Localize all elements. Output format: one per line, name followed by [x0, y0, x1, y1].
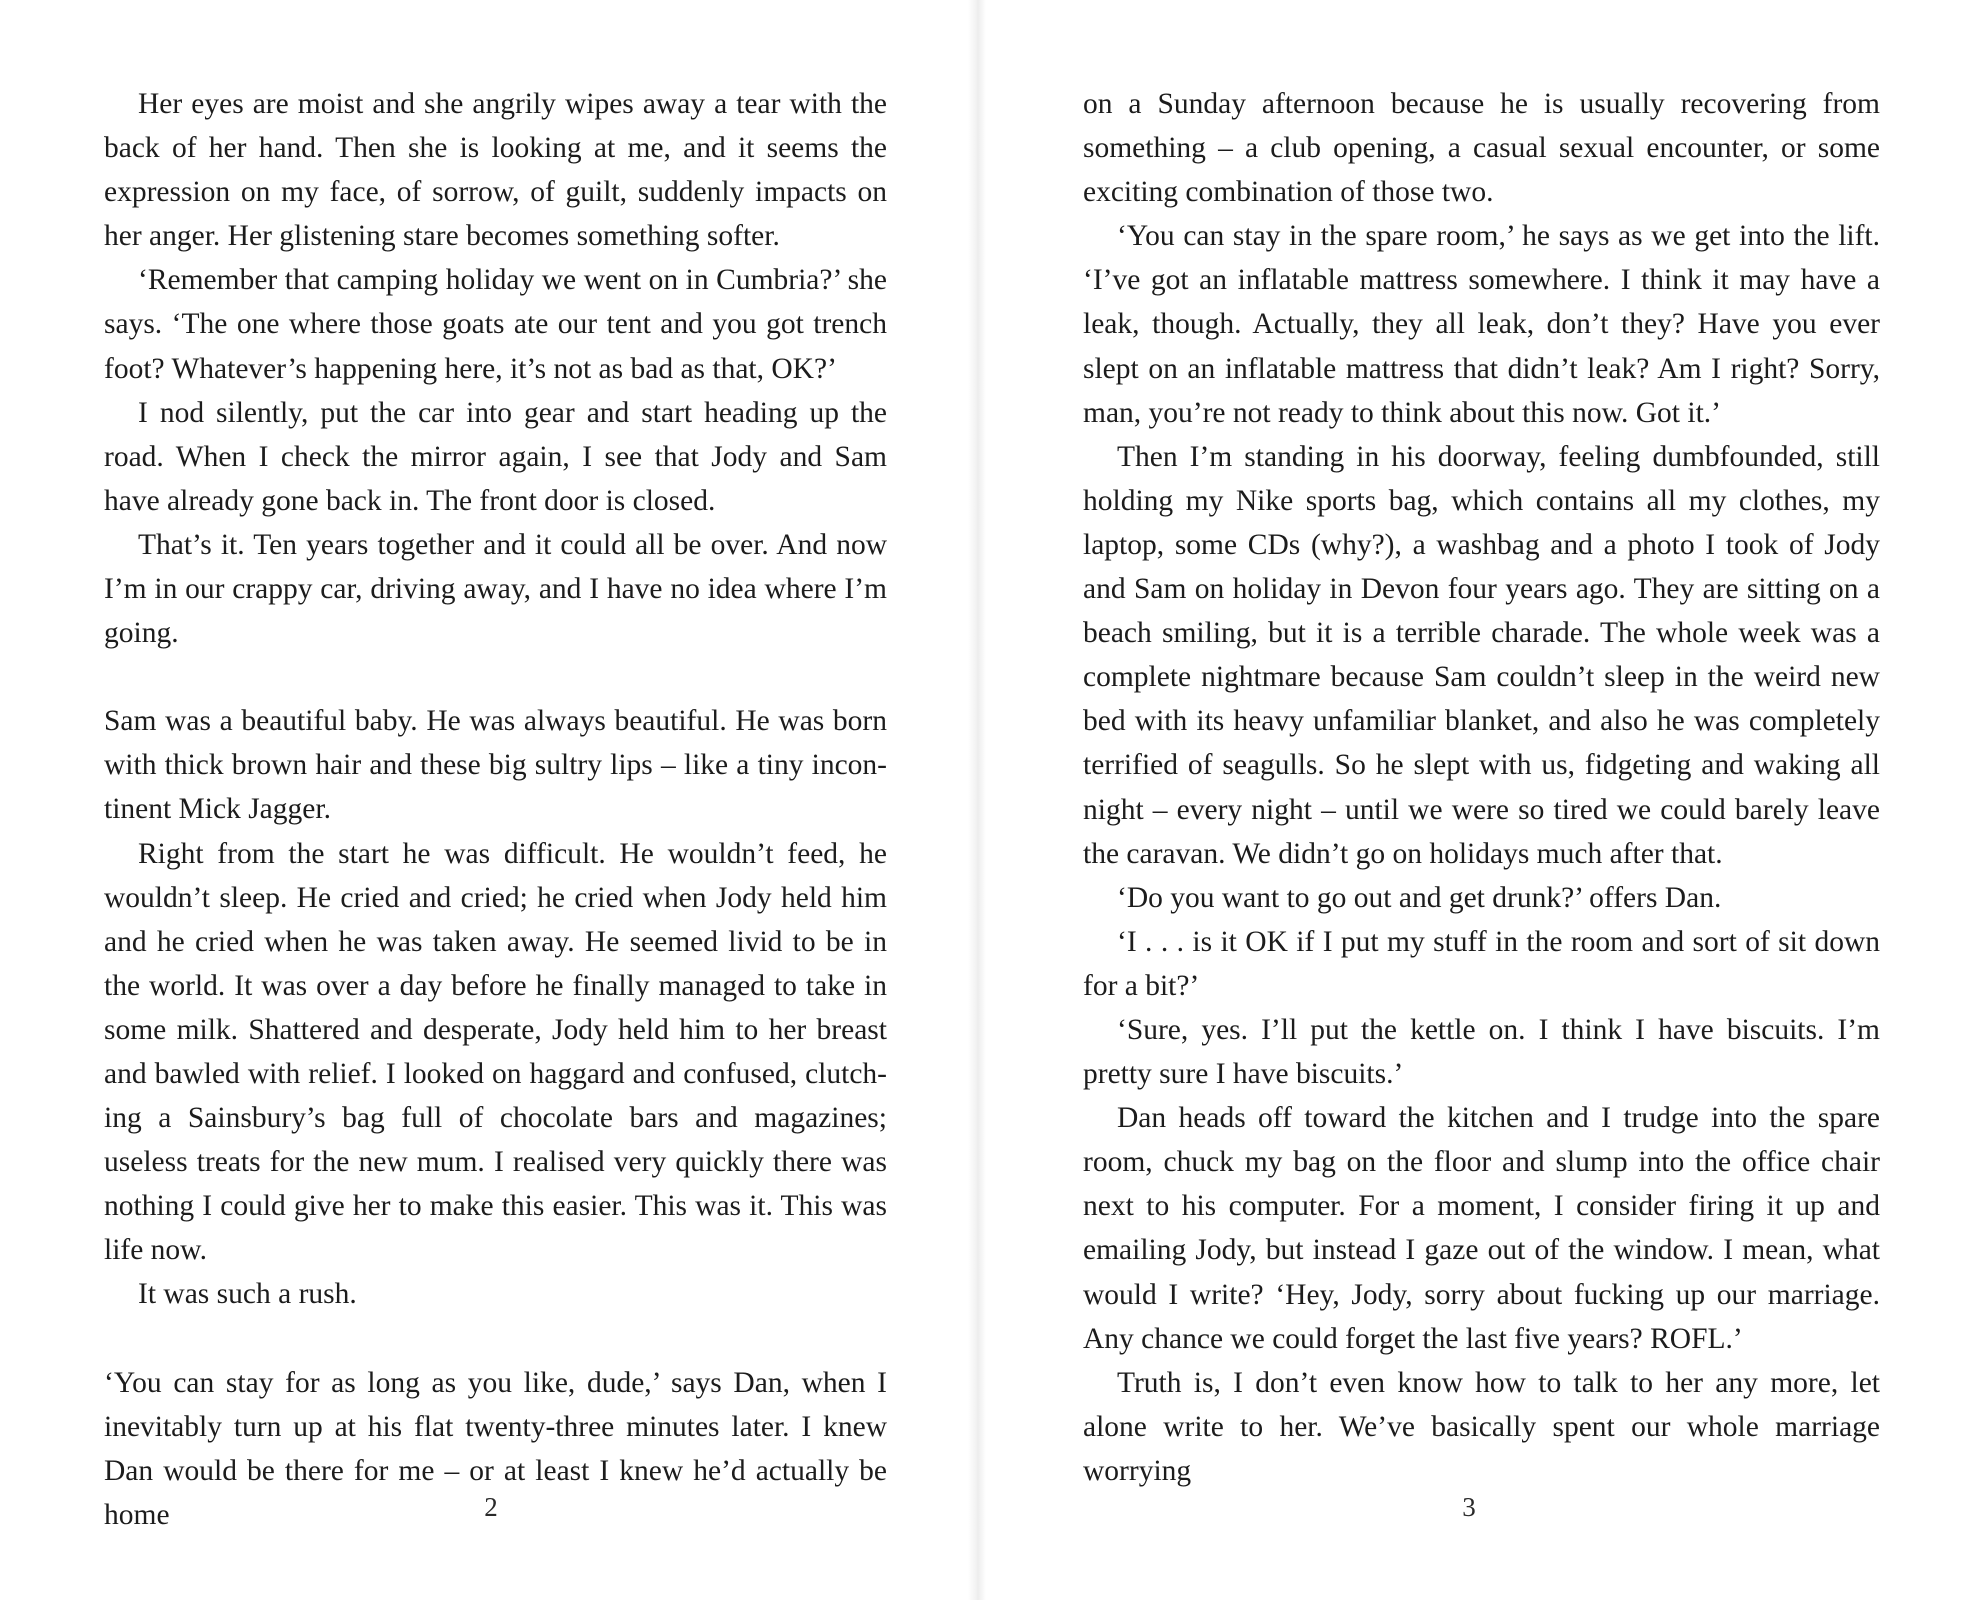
- paragraph: I nod silently, put the car into gear and start heading up the road. When I check the mirror again, I see that Jody and Sam have already gone back in. The front door is closed.: [104, 396, 887, 517]
- continued-paragraph: on a Sunday afternoon because he is usually recovering from something – a club opening, a casual sexual encounter, or some exciting combination of those two.: [1083, 88, 1880, 209]
- paragraph: Then I’m standing in his doorway, feeling dumbfounded, still holding my Nike sports bag, which contains all my clothes, my laptop, some CDs (why?), a washbag and a photo I took of Jody and Sam on holiday in Devon four years ago. They are sitting on a beach smiling, but it is a terrible charade. The whole week was a complete nightmare because Sam couldn’t sleep in the weird new bed with its heavy unfamiliar blanket, and also he was completely terrified of seagulls. So he slept with us, fidgeting and waking all night – every night – until we were so tired we could barely leave the caravan. We didn’t go on holidays much after that.: [1083, 440, 1880, 870]
- paragraph: ‘Do you want to go out and get drunk?’ offers Dan.: [1117, 881, 1722, 914]
- paragraph: Truth is, I don’t even know how to talk to her any more, let alone write to her. We’ve basically spent our whole marriage worrying: [1083, 1366, 1880, 1487]
- book-gutter: [968, 0, 986, 1600]
- paragraph: ‘Remember that camping holiday we went on in Cumbria?’ she says. ‘The one where those goats ate our tent and you got trench foot? Whatever’s happening here, it’s not as bad as that, OK?’: [104, 264, 887, 385]
- paragraph: That’s it. Ten years together and it could all be over. And now I’m in our crappy car, driving away, and I have no idea where I’m going.: [104, 528, 887, 650]
- section-start-paragraph: ‘You can stay for as long as you like, dude,’ says Dan, when I inevitably turn up at his flat twenty-three minutes later. I knew Dan would be there for me – or at least I knew he’d actually be home: [104, 1366, 887, 1531]
- left-page: [0, 0, 968, 1600]
- right-page-text: [1083, 82, 1880, 1493]
- page-number-left: 2: [484, 1492, 498, 1522]
- paragraph: Her eyes are moist and she angrily wipes away a tear with the back of her hand. Then she is looking at me, and it seems the expression on my face, of sorrow, of guilt, suddenly impacts on her anger. Her glistening stare becomes something softer.: [104, 88, 887, 253]
- paragraph: ‘You can stay in the spare room,’ he says as we get into the lift. ‘I’ve got an inflatable mattress somewhere. I think it may have a leak, though. Actually, they all leak, don’t they? Have you ever slept on an inflatable mattress that didn’t leak? Am I right? Sorry, man, you’re not ready to think about this now. Got it.’: [1083, 220, 1880, 429]
- section-start-paragraph: Sam was a beautiful baby. He was always beautiful. He was born with thick brown hair and these big sultry lips – like a tiny incontinent Mick Jagger.: [104, 705, 887, 826]
- page-number-right: 3: [1462, 1492, 1476, 1522]
- paragraph: It was such a rush.: [138, 1278, 357, 1311]
- paragraph: ‘Sure, yes. I’ll put the kettle on. I think I have biscuits. I’m pretty sure I have biscuits.’: [1083, 1013, 1880, 1091]
- paragraph: Right from the start he was difficult. He wouldn’t feed, he wouldn’t sleep. He cried and cried; he cried when Jody held him and he cried when he was taken away. He seemed livid to be in the world. It was over a day before he finally managed to take in some milk. Shattered and desperate, Jody held him to her breast and bawled with relief. I looked on haggard and confused, clutching a Sainsbury’s bag full of chocolate bars and magazines; useless treats for the new mum. I realised very quickly there was nothing I could give her to make this easier. This was it. This was life now.: [104, 837, 887, 1267]
- paragraph: ‘I . . . is it OK if I put my stuff in the room and sort of sit down for a bit?’: [1083, 925, 1880, 1002]
- left-page-text: [104, 82, 887, 1537]
- paragraph: Dan heads off toward the kitchen and I trudge into the spare room, chuck my bag on the floor and slump into the office chair next to his computer. For a moment, I consider firing it up and emailing Jody, but instead I gaze out of the window. I mean, what would I write? ‘Hey, Jody, sorry about fucking up our marriage. Any chance we could forget the last five years? ROFL.’: [1083, 1102, 1880, 1355]
- right-page: [986, 0, 1961, 1600]
